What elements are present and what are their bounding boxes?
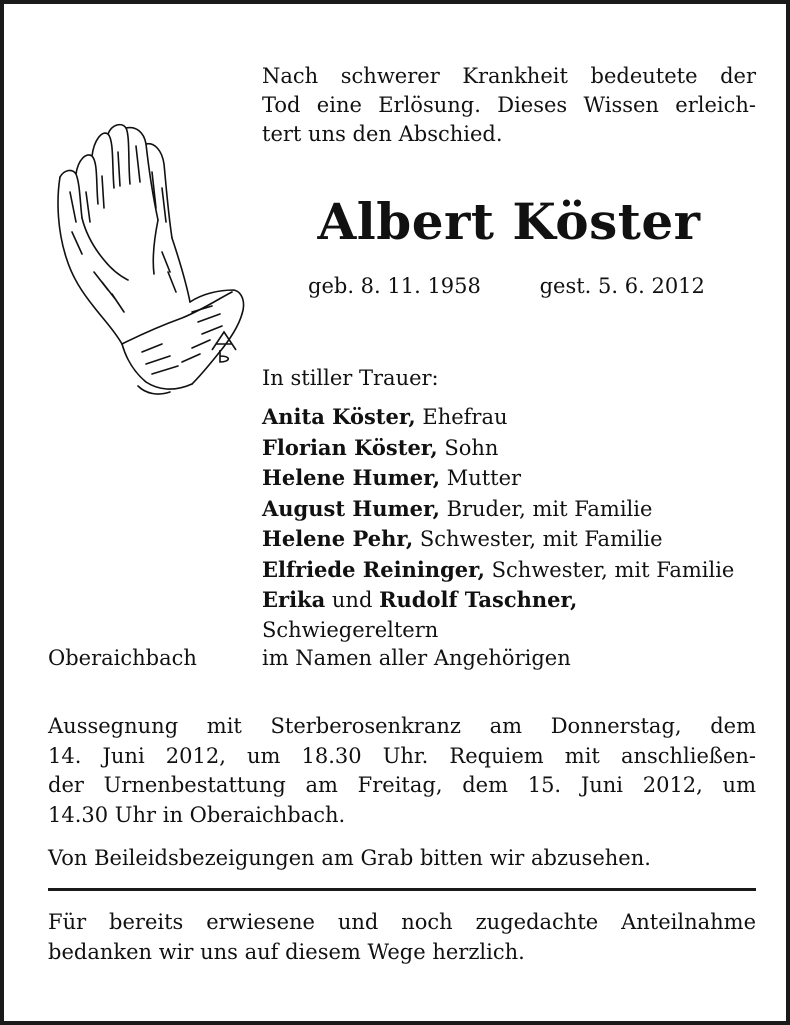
mourner-name: Anita Köster, <box>262 404 416 429</box>
mourning-label: In stiller Trauer: <box>262 366 439 390</box>
death-date: gest. 5. 6. 2012 <box>539 274 705 298</box>
funeral-details <box>48 712 756 830</box>
mourning-closing: im Namen aller Angehörigen <box>262 646 571 670</box>
life-dates <box>308 272 705 301</box>
mourner-row <box>262 585 772 616</box>
mourner-relation: Ehefrau <box>415 405 508 429</box>
mourners-list <box>262 402 772 645</box>
birth-date: geb. 8. 11. 1958 <box>308 274 481 298</box>
funeral-line: 14. Juni 2012, um 18.30 Uhr. Requiem mit anschließen- <box>48 743 756 768</box>
mourner-row <box>262 524 772 555</box>
mourner-row <box>262 433 772 464</box>
mourner-row <box>262 494 772 525</box>
intro-line: tert uns den Abschied. <box>262 122 503 146</box>
intro-text <box>262 62 756 149</box>
mourner-relation: Schwiegereltern <box>262 617 439 642</box>
mourner-name: Rudolf Taschner, <box>379 587 578 612</box>
mourner-name: Elfriede Reininger, <box>262 556 485 582</box>
mourner-row <box>262 402 772 433</box>
intro-line: Nach schwerer Krankheit bedeutete der <box>262 64 756 88</box>
thanks-text <box>48 908 756 967</box>
intro-line: Tod eine Erlösung. Dieses Wissen erleich- <box>262 93 756 117</box>
funeral-line: der Urnenbestattung am Freitag, dem 15. Juni 2012, um <box>48 773 756 797</box>
place-name: Oberaichbach <box>48 646 197 670</box>
divider <box>48 888 756 891</box>
mourner-relation: Schwester, mit Familie <box>413 527 663 551</box>
mourner-row <box>262 555 772 586</box>
funeral-line: Aussegnung mit Sterberosenkranz am Donnerstag, dem <box>48 714 756 738</box>
mourner-name: August Humer, <box>262 495 440 521</box>
funeral-line: 14.30 Uhr in Oberaichbach. <box>48 802 346 827</box>
thanks-line: bedanken wir uns auf diesem Wege herzlich. <box>48 939 525 964</box>
condolence-note: Von Beileidsbezeigungen am Grab bitten wir abzusehen. <box>48 846 651 870</box>
mourner-name: Erika <box>262 587 326 612</box>
thanks-line: Für bereits erwiesene und noch zugedachte Anteilnahme <box>48 910 756 934</box>
mourner-name: Florian Köster, <box>262 434 438 460</box>
deceased-name: Albert Köster <box>317 192 701 251</box>
praying-hands-icon <box>42 122 252 397</box>
mourner-conjunction: und <box>325 588 380 612</box>
mourner-relation: Mutter <box>440 466 522 490</box>
mourner-relation: Schwester, mit Familie <box>484 557 735 582</box>
mourner-row <box>262 463 772 494</box>
mourner-name: Helene Pehr, <box>262 526 414 551</box>
mourner-name: Helene Humer, <box>262 465 441 490</box>
mourner-relation: Sohn <box>437 435 499 460</box>
mourner-relation: Bruder, mit Familie <box>439 496 653 521</box>
